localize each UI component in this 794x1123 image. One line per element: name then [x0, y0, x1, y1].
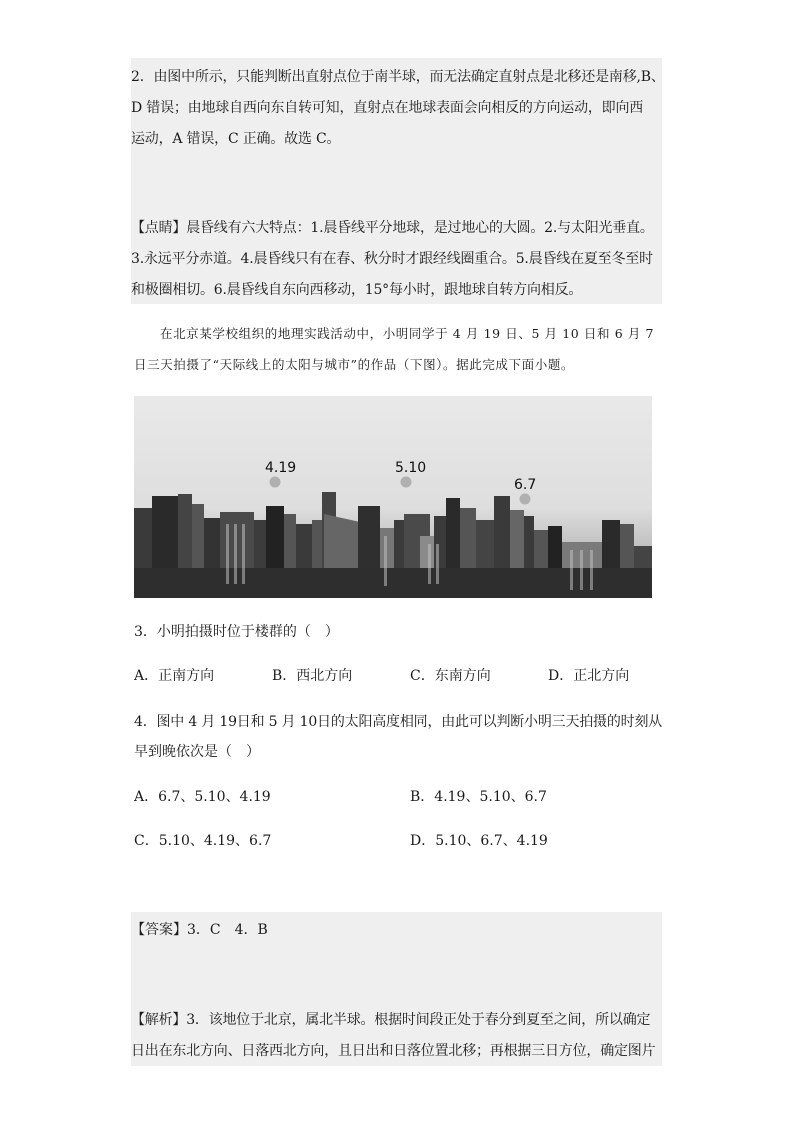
sun-marker-6-7	[520, 494, 531, 505]
explanation-2-line: 2．由图中所示，只能判断出直射点位于南半球，而无法确定直射点是北移还是南移,B、	[131, 69, 665, 85]
explanation-shade	[131, 58, 662, 304]
explanation-2-line: D 错误；由地球自西向东自转可知，直射点在地球表面会向相反的方向运动，即向西	[131, 100, 644, 116]
analysis-line: 【解析】3．该地位于北京，属北半球。根据时间段正处于春分到夏至之间，所以确定	[131, 1012, 651, 1028]
skyline-photo	[134, 396, 652, 598]
q3-option-d[interactable]: D．正北方向	[548, 668, 630, 684]
q3-option-a[interactable]: A．正南方向	[134, 668, 215, 684]
question-3-stem: 3．小明拍摄时位于楼群的（ ）	[134, 624, 339, 640]
answer-line: 【答案】3．C 4．B	[131, 922, 268, 938]
analysis-line: 日出在东北方向、日落西北方向，且日出和日落位置北移；再根据三日方位，确定图片	[131, 1043, 656, 1059]
tip-line: 【点睛】晨昏线有六大特点：1.晨昏线平分地球，是过地心的大圆。2.与太阳光垂直。	[131, 220, 654, 236]
sun-label-6-7: 6.7	[514, 477, 537, 493]
q4-option-a[interactable]: A．6.7、5.10、4.19	[134, 789, 271, 805]
sun-label-5-10: 5.10	[395, 460, 427, 476]
intro-line: 日三天拍摄了“天际线上的太阳与城市”的作品（下图）。据此完成下面小题。	[134, 357, 575, 372]
question-4-stem-line: 4．图中 4 月 19日和 5 月 10日的太阳高度相同，由此可以判断小明三天拍摄的时刻从	[134, 714, 663, 730]
q4-option-c[interactable]: C．5.10、4.19、6.7	[134, 833, 272, 849]
tip-line: 和极圈相切。6.晨昏线自东向西移动，15°每小时，跟地球自转方向相反。	[131, 282, 583, 298]
q4-option-d[interactable]: D．5.10、6.7、4.19	[410, 833, 548, 849]
sun-marker-4-19	[270, 477, 281, 488]
sun-label-4-19: 4.19	[265, 460, 297, 476]
explanation-2-line: 运动，A 错误，C 正确。故选 C。	[131, 131, 341, 147]
sun-marker-5-10	[401, 477, 412, 488]
q3-option-c[interactable]: C．东南方向	[410, 668, 491, 684]
q4-option-b[interactable]: B．4.19、5.10、6.7	[410, 789, 547, 805]
intro-line: 在北京某学校组织的地理实践活动中，小明同学于 4 月 19 日、5 月 10 日和 6 月 7	[160, 326, 655, 341]
q3-option-b[interactable]: B．西北方向	[272, 668, 353, 684]
question-4-stem-line: 早到晚依次是（ ）	[134, 744, 260, 760]
tip-line: 3.永远平分赤道。4.晨昏线只有在春、秋分时才跟经线圈重合。5.晨昏线在夏至冬至时	[131, 251, 653, 267]
